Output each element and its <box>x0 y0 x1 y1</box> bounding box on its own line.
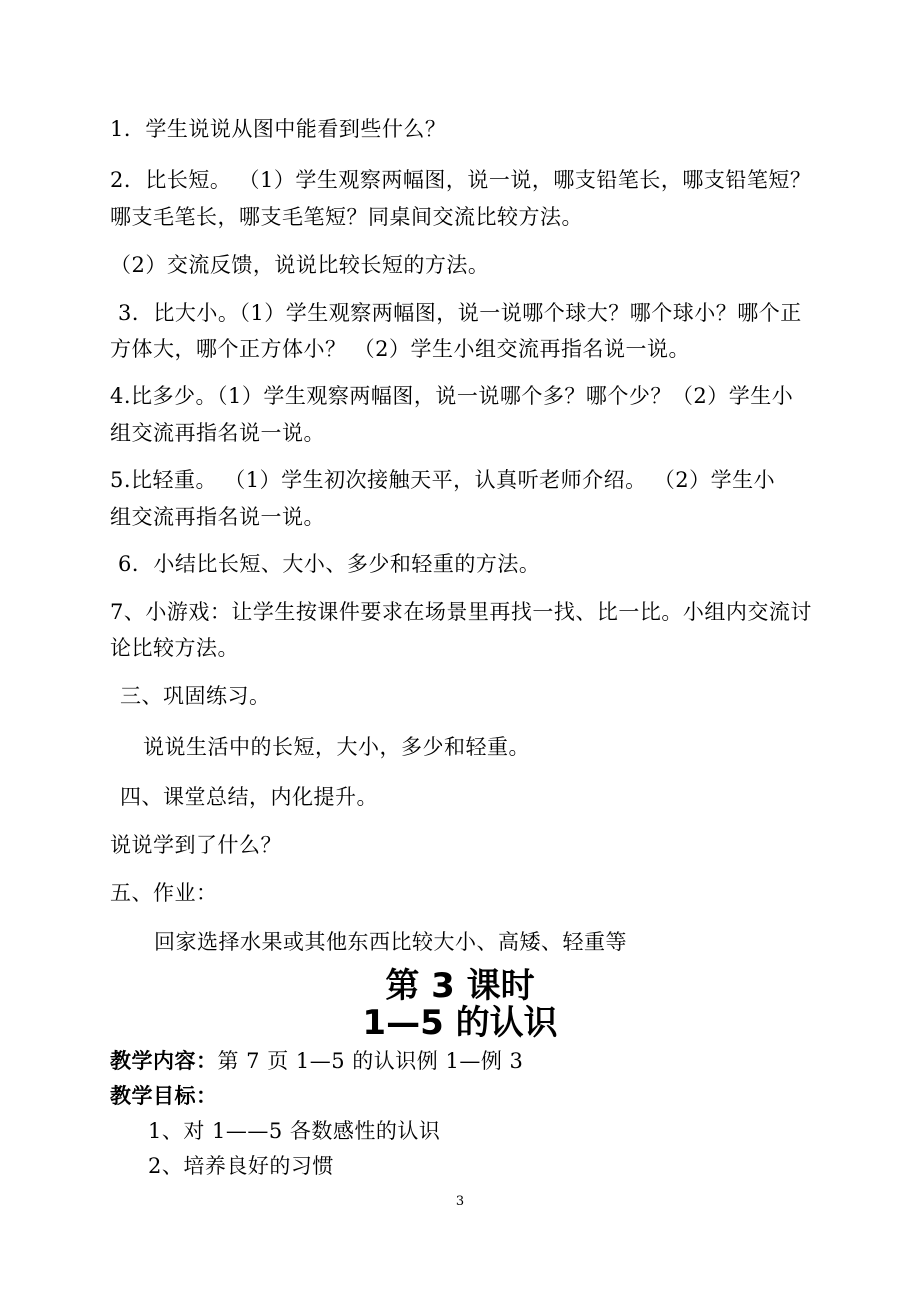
teaching-content-value: 第 7 页 1—5 的认识例 1—例 3 <box>217 1049 524 1073</box>
text-line: 方体大，哪个正方体小？ （2）学生小组交流再指名说一说。 <box>110 337 691 361</box>
text-line: 4.比多少。（1）学生观察两幅图，说一说哪个多？哪个少？（2）学生小 <box>110 384 794 408</box>
text-line: 说说生活中的长短，大小，多少和轻重。 <box>143 735 530 759</box>
text-line: 6．小结比长短、大小、多少和轻重的方法。 <box>118 552 541 576</box>
section-heading: 五、作业： <box>110 881 218 905</box>
text-line: 3．比大小。（1）学生观察两幅图，说一说哪个球大？哪个球小？哪个正 <box>118 301 802 325</box>
text-line: 2．比长短。 （1）学生观察两幅图，说一说，哪支铅笔长，哪支铅笔短？ <box>110 168 812 192</box>
lesson-subtitle: 1—5 的认识 <box>362 1003 558 1043</box>
text-line: 5.比轻重。 （1）学生初次接触天平，认真听老师介绍。 （2）学生小 <box>110 468 776 492</box>
text-line: 论比较方法。 <box>110 636 239 660</box>
teaching-goals-label: 教学目标： <box>110 1084 218 1108</box>
text-line: 回家选择水果或其他东西比较大小、高矮、轻重等 <box>154 930 627 954</box>
teaching-content-label: 教学内容： <box>110 1049 218 1073</box>
page-number: 3 <box>455 1194 465 1209</box>
text-line: 组交流再指名说一说。 <box>110 421 325 445</box>
goal-item: 2、培养良好的习惯 <box>148 1154 334 1178</box>
teaching-content <box>110 1047 523 1075</box>
text-line: 1．学生说说从图中能看到些什么？ <box>110 117 447 141</box>
text-line: （2）交流反馈，说说比较长短的方法。 <box>110 253 490 277</box>
goal-item: 1、对 1——5 各数感性的认识 <box>148 1119 441 1143</box>
text-line: 7、小游戏：让学生按课件要求在场景里再找一找、比一比。小组内交流讨 <box>110 600 812 624</box>
text-line: 说说学到了什么？ <box>110 833 282 857</box>
section-heading: 三、巩固练习。 <box>120 684 271 708</box>
section-heading: 四、课堂总结，内化提升。 <box>120 785 378 809</box>
text-line: 组交流再指名说一说。 <box>110 505 325 529</box>
text-line: 哪支毛笔长，哪支毛笔短？同桌间交流比较方法。 <box>110 205 583 229</box>
lesson-title: 第 3 课时 <box>385 966 535 1006</box>
